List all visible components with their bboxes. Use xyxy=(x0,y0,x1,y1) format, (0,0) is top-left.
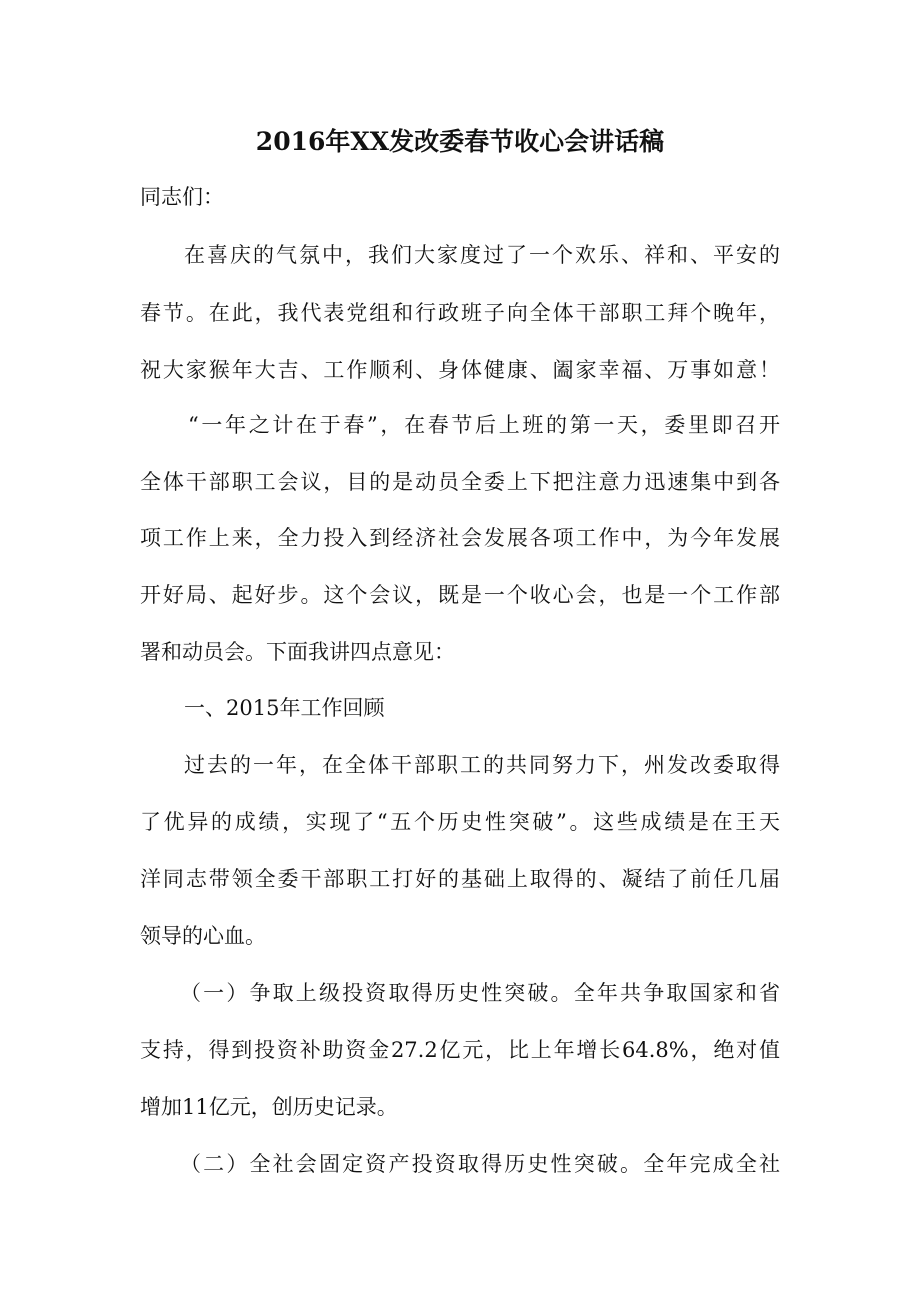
paragraph-line: 了优异的成绩，实现了“五个历史性突破”。这些成绩是在王天 xyxy=(140,810,780,834)
paragraph-line: 领导的心血。 xyxy=(140,924,266,948)
paragraph-line: 全体干部职工会议，目的是动员全委上下把注意力迅速集中到各 xyxy=(140,470,780,494)
paragraph-line: 开好局、起好步。这个会议，既是一个收心会，也是一个工作部 xyxy=(140,583,780,607)
paragraph-line: 洋同志带领全委干部职工打好的基础上取得的、凝结了前任几届 xyxy=(140,867,780,891)
paragraph-line: 祝大家猴年大吉、工作顺利、身体健康、阖家幸福、万事如意！ xyxy=(140,358,780,382)
section-heading: 一、2015年工作回顾 xyxy=(184,696,385,720)
paragraph-line: 过去的一年，在全体干部职工的共同努力下，州发改委取得 xyxy=(184,753,780,777)
paragraph-line: （二）全社会固定资产投资取得历史性突破。全年完成全社 xyxy=(180,1152,780,1176)
paragraph-line: 署和动员会。下面我讲四点意见： xyxy=(140,640,455,664)
paragraph-line: “一年之计在于春”，在春节后上班的第一天，委里即召开 xyxy=(188,413,780,437)
paragraph-line: 增加11亿元，创历史记录。 xyxy=(140,1095,398,1119)
paragraph-line: （一）争取上级投资取得历史性突破。全年共争取国家和省 xyxy=(180,981,780,1005)
paragraph-line: 项工作上来，全力投入到经济社会发展各项工作中，为今年发展 xyxy=(140,526,780,550)
paragraph-line: 在喜庆的气氛中，我们大家度过了一个欢乐、祥和、平安的 xyxy=(184,243,780,267)
paragraph-line: 支持，得到投资补助资金27.2亿元，比上年增长64.8%，绝对值 xyxy=(140,1038,780,1062)
document-title: 2016年XX发改委春节收心会讲话稿 xyxy=(255,127,665,156)
paragraph-line: 春节。在此，我代表党组和行政班子向全体干部职工拜个晚年， xyxy=(140,301,780,325)
salutation: 同志们： xyxy=(140,185,224,209)
